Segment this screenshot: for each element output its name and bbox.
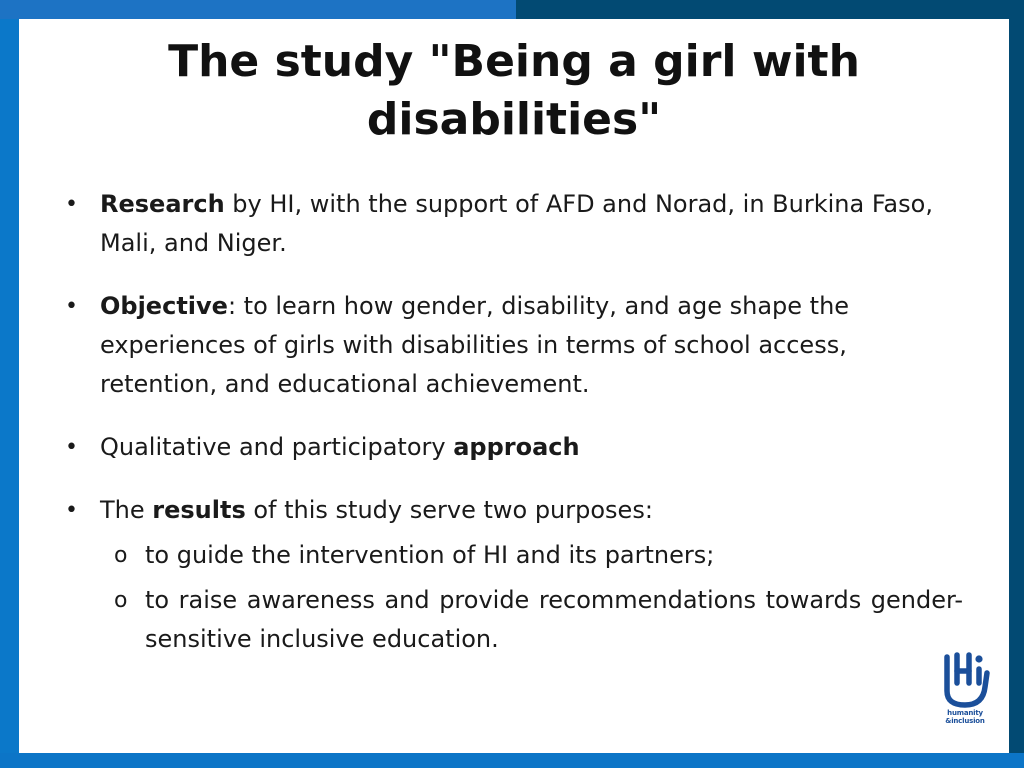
- frame-top-left-border: [0, 0, 516, 19]
- sub-bullet-list: [100, 536, 963, 659]
- sub-bullet-marker: o: [114, 543, 128, 568]
- hi-logo-text: [939, 709, 991, 725]
- frame-left-border: [0, 0, 19, 768]
- sub-bullet-guide-text: to guide the intervention of HI and its partners;: [145, 541, 715, 569]
- bullet-objective-text: : to learn how gender, disability, and age shape the experiences of girls with disabilities in terms of school access, retention, and educational achievement.: [100, 292, 850, 398]
- bullet-marker: •: [65, 498, 78, 523]
- hi-logo-line2: &inclusion: [945, 717, 985, 725]
- bullet-marker: •: [65, 192, 78, 217]
- bullet-results-prefix: The: [100, 496, 153, 524]
- frame-top-right-border: [516, 0, 1024, 19]
- bullet-list: [63, 185, 963, 683]
- bullet-research: [63, 185, 963, 263]
- bullet-approach-text: Qualitative and participatory: [100, 433, 454, 461]
- bullet-approach-keyword: approach: [453, 433, 580, 461]
- sub-bullet-awareness: [100, 581, 963, 659]
- hi-logo-line1: humanity: [947, 709, 983, 717]
- bullet-marker: •: [65, 294, 78, 319]
- bullet-objective-keyword: Objective: [100, 292, 228, 320]
- sub-bullet-awareness-text: to raise awareness and provide recommendations towards gender-sensitive inclusive education.: [145, 586, 963, 653]
- bullet-research-keyword: Research: [100, 190, 225, 218]
- bullet-results-keyword: results: [152, 496, 246, 524]
- bullet-objective: [63, 287, 963, 404]
- bullet-results-text: of this study serve two purposes:: [245, 496, 653, 524]
- sub-bullet-guide: [100, 536, 963, 575]
- bullet-research-text: by HI, with the support of AFD and Norad, in Burkina Faso, Mali, and Niger.: [100, 190, 933, 257]
- slide-title: The study "Being a girl with disabilities": [168, 36, 860, 145]
- hi-hand-logo-icon: [939, 647, 991, 709]
- bullet-approach: [63, 428, 963, 467]
- sub-bullet-marker: o: [114, 588, 128, 613]
- slide-content: [19, 19, 1009, 753]
- bullet-results: [63, 491, 963, 659]
- bullet-marker: •: [65, 435, 78, 460]
- hi-logo: [939, 647, 991, 731]
- frame-right-border: [1009, 0, 1024, 768]
- frame-bottom-border: [0, 753, 1024, 768]
